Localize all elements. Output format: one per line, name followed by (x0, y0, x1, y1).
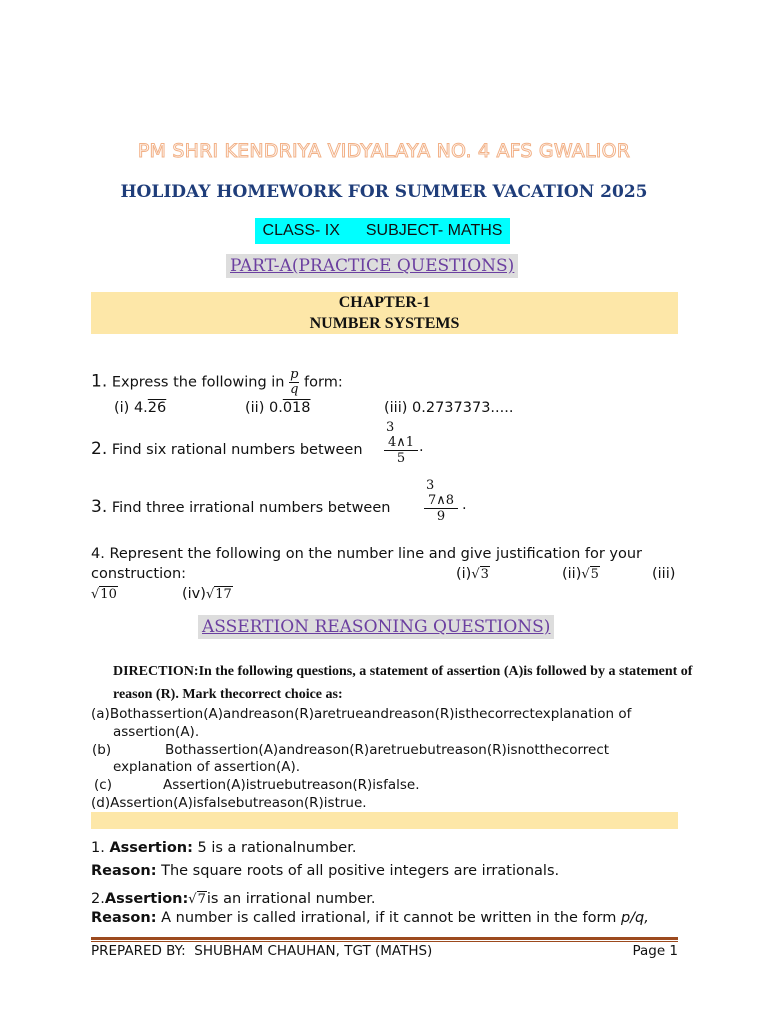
footer-rule-thick (91, 937, 678, 940)
expr-top: 3 (386, 420, 395, 435)
option-label: (a) (91, 706, 110, 722)
radicand: 3 (480, 567, 489, 582)
school-name: PM SHRI KENDRIYA VIDYALAYA NO. 4 AFS GWALIOR (137, 140, 631, 162)
part-label: (i) (456, 566, 472, 582)
part-label: (ii) (562, 566, 582, 582)
option-c-text: Assertion(A)istruebutreason(R)isfalse. (163, 777, 420, 793)
assertion-text: 5 is a rationalnumber. (197, 840, 357, 856)
part-a-heading: PART-A(PRACTICE QUESTIONS) (226, 254, 518, 278)
repeating-digits: 018 (282, 400, 311, 416)
expr-mid-value: 7 (427, 493, 437, 508)
part-label: (ii) 0. (245, 400, 283, 416)
chapter-number: CHAPTER-1 (338, 294, 431, 311)
assertion-reasoning-heading: ASSERTION REASONING QUESTIONS) (198, 615, 554, 639)
expr-power: ∧8 (436, 493, 455, 508)
question-text: Find three irrational numbers between (111, 500, 391, 516)
assertion-label: Assertion: (109, 840, 193, 856)
chapter-banner (91, 292, 678, 334)
sqrt-symbol: √17 (205, 587, 232, 602)
question-4-part-iv (182, 586, 233, 602)
question-4-part-iii-value (91, 586, 118, 602)
class-label: CLASS- IX (262, 222, 340, 239)
option-c-label: (c) (94, 777, 112, 793)
footer-rule-thin (91, 941, 678, 942)
question-number: 3. (91, 497, 108, 517)
expr-middle (384, 435, 418, 451)
expr-middle (424, 493, 458, 509)
item-number: 2. (91, 891, 105, 907)
question-number: 1. (91, 371, 108, 392)
radicand: 17 (215, 587, 232, 602)
question-1-part-i (114, 400, 166, 416)
direction-text: DIRECTION:In the following questions, a statement of assertion (A)is followed by a statement of reason (R). Mark thecorrect choice as: (113, 664, 693, 702)
expr-bottom: 5 (396, 451, 406, 466)
reason-text: The square roots of all positive integers are irrationals. (161, 863, 560, 879)
option-text: Bothassertion(A)andreason(R)aretrueandreason(R)isthecorrectexplanation of (109, 706, 632, 722)
fraction-denominator: q (290, 382, 299, 397)
question-text-end: form: (304, 374, 343, 391)
option-b-text: Bothassertion(A)andreason(R)aretruebutreason(R)isnotthecorrect (165, 742, 610, 758)
assertion-label: Assertion: (104, 891, 189, 907)
assertion-text: is an irrational number. (206, 891, 376, 907)
page-number: Page 1 (632, 943, 678, 959)
question-1 (91, 368, 343, 397)
part-label: (i) 4. (114, 400, 148, 416)
question-4-line1: 4. Represent the following on the number line and give justification for your (91, 546, 643, 562)
subject-label: SUBJECT- MATHS (365, 222, 503, 239)
question-text: Express the following in (111, 374, 285, 391)
question-2 (91, 439, 363, 459)
sqrt-symbol: √3 (471, 567, 489, 582)
reason-2 (91, 910, 649, 926)
expr-bottom: 9 (436, 509, 446, 524)
question-4-part-ii (562, 566, 600, 582)
repeating-digits: 26 (147, 400, 167, 416)
option-text: Assertion(A)isfalsebutreason(R)istrue. (110, 795, 367, 811)
reason-label: Reason: (91, 910, 157, 926)
radicand: 5 (590, 567, 599, 582)
class-subject-box (255, 218, 510, 244)
item-number: 1. (91, 840, 105, 856)
option-b-continued: explanation of assertion(A). (113, 759, 301, 775)
chapter-title: NUMBER SYSTEMS (309, 315, 460, 332)
reason-1 (91, 863, 559, 879)
question-text: Find six rational numbers between (111, 442, 363, 458)
question-3-expression (424, 478, 458, 524)
assertion-1 (91, 840, 356, 856)
question-number: 2. (91, 439, 108, 459)
option-a (91, 705, 681, 723)
option-d (91, 794, 367, 812)
fraction-p-q (289, 368, 299, 397)
question-2-expression (384, 420, 418, 466)
sqrt-symbol: √7 (188, 892, 206, 907)
sqrt-symbol: √10 (91, 587, 117, 602)
assertion-2 (91, 891, 376, 907)
expr-top: 3 (426, 478, 435, 493)
question-1-part-ii (245, 400, 311, 416)
question-4-line2: construction: (91, 566, 187, 582)
question-4-part-i (456, 566, 490, 582)
option-b-label: (b) (92, 742, 112, 758)
section-divider-bar (91, 812, 678, 829)
question-4-part-iii-label: (iii) (652, 566, 676, 582)
question-3 (91, 497, 390, 517)
question-3-period: . (462, 497, 467, 513)
radicand: 7 (197, 892, 206, 907)
radicand: 10 (100, 587, 117, 602)
fraction-numerator: p (290, 367, 299, 382)
homework-title: HOLIDAY HOMEWORK FOR SUMMER VACATION 2025 (120, 182, 648, 202)
expr-mid-value: 4 (387, 435, 397, 450)
question-2-period: . (419, 439, 424, 455)
question-1-part-iii: (iii) 0.2737373..... (384, 400, 514, 416)
option-a-continued: assertion(A). (113, 724, 200, 740)
reason-label: Reason: (91, 863, 157, 879)
part-label: (iv) (182, 586, 206, 602)
option-label: (d) (91, 795, 111, 811)
expr-power: ∧1 (396, 435, 415, 450)
reason-text: A number is called irrational, if it cannot be written in the form (161, 910, 617, 926)
prepared-by: PREPARED BY: SHUBHAM CHAUHAN, TGT (MATHS) (91, 943, 433, 959)
sqrt-symbol: √5 (581, 567, 599, 582)
reason-italic: p/q, (620, 910, 649, 926)
page-footer (91, 943, 678, 959)
